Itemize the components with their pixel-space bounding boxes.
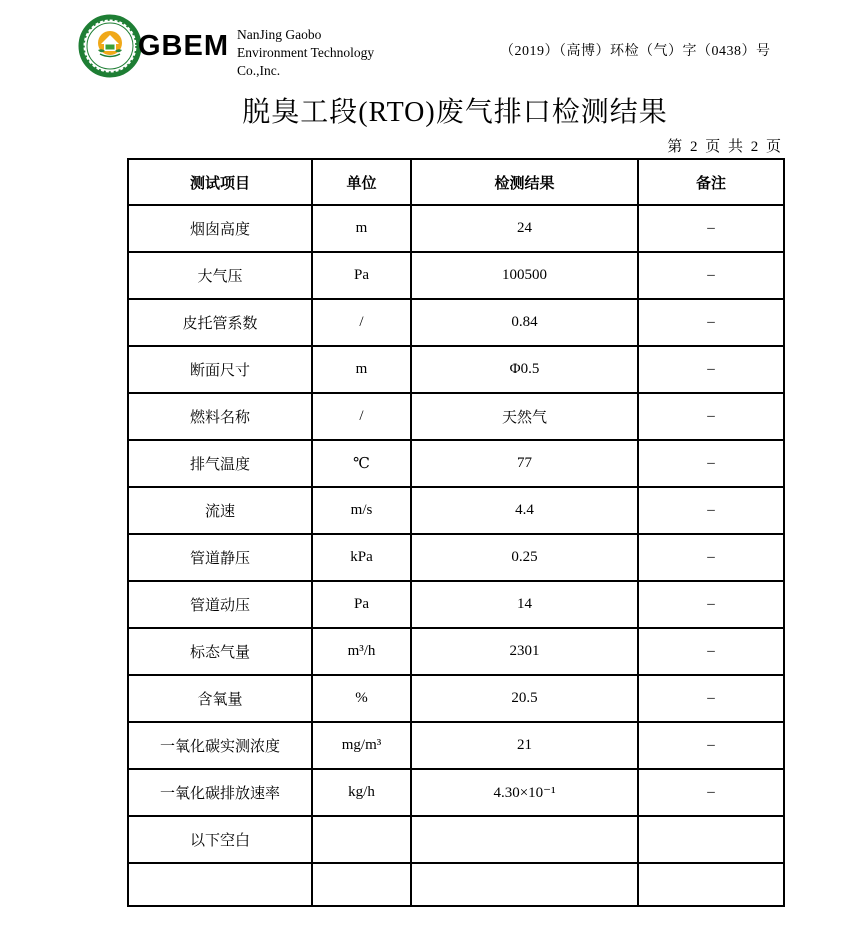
company-name-line: Co.,Inc. [237,62,281,78]
table-row [128,581,784,628]
cell-item: 管道静压 [128,534,312,581]
gbem-logo-icon [78,14,142,78]
cell-unit [312,816,411,863]
cell-result: 77 [411,440,638,487]
cell-item: 烟囱高度 [128,205,312,252]
results-table [127,158,785,907]
table-row [128,769,784,816]
cell-unit: m [312,205,411,252]
cell-remark: – [638,252,784,299]
brand-text: GBEM [138,30,229,62]
cell-remark: – [638,393,784,440]
cell-result: 4.4 [411,487,638,534]
cell-result: 14 [411,581,638,628]
cell-item: 大气压 [128,252,312,299]
table-header-row [128,159,784,205]
page-title: 脱臭工段(RTO)废气排口检测结果 [242,97,668,128]
cell-unit: / [312,393,411,440]
doc-number: （2019）（高博）环检（气）字（0438）号 [500,44,771,59]
cell-result: 2301 [411,628,638,675]
cell-remark [638,816,784,863]
cell-result: 4.30×10⁻¹ [411,769,638,816]
cell-result: 21 [411,722,638,769]
cell-result: 天然气 [411,393,638,440]
company-name-line: Environment Technology [237,44,375,60]
cell-item: 管道动压 [128,581,312,628]
cell-item: 皮托管系数 [128,299,312,346]
cell-result: 0.84 [411,299,638,346]
cell-result: 24 [411,205,638,252]
cell-item: 标态气量 [128,628,312,675]
table-row [128,722,784,769]
column-header: 单位 [312,159,411,205]
table-header [128,159,784,205]
cell-remark: – [638,346,784,393]
cell-item: 一氧化碳实测浓度 [128,722,312,769]
cell-remark: – [638,440,784,487]
cell-remark: – [638,675,784,722]
cell-item: 燃料名称 [128,393,312,440]
cell-unit: / [312,299,411,346]
cell-unit: kPa [312,534,411,581]
table-row [128,534,784,581]
cell-remark: – [638,628,784,675]
table-row [128,205,784,252]
cell-unit: % [312,675,411,722]
cell-result: 20.5 [411,675,638,722]
table-row [128,675,784,722]
table-row [128,252,784,299]
page-indicator: 第 2 页 共 2 页 [667,139,783,155]
cell-remark [638,863,784,906]
cell-item: 断面尺寸 [128,346,312,393]
cell-unit: m [312,346,411,393]
column-header: 测试项目 [128,159,312,205]
table-row [128,346,784,393]
cell-unit: Pa [312,581,411,628]
cell-remark: – [638,581,784,628]
company-name [237,26,374,79]
cell-unit: m³/h [312,628,411,675]
table-row [128,816,784,863]
cell-remark: – [638,769,784,816]
cell-remark: – [638,205,784,252]
cell-unit: mg/m³ [312,722,411,769]
cell-item: 以下空白 [128,816,312,863]
cell-unit: Pa [312,252,411,299]
cell-remark: – [638,299,784,346]
table-row [128,393,784,440]
cell-item: 排气温度 [128,440,312,487]
cell-result [411,863,638,906]
cell-unit: m/s [312,487,411,534]
cell-remark: – [638,487,784,534]
cell-result: Φ0.5 [411,346,638,393]
cell-item: 流速 [128,487,312,534]
table-body [128,205,784,906]
table-row [128,863,784,906]
cell-unit: ℃ [312,440,411,487]
cell-unit [312,863,411,906]
column-header: 备注 [638,159,784,205]
cell-remark: – [638,534,784,581]
cell-item: 含氧量 [128,675,312,722]
company-name-line: NanJing Gaobo [237,27,322,42]
cell-remark: – [638,722,784,769]
table-row [128,299,784,346]
cell-item [128,863,312,906]
table-row [128,487,784,534]
column-header: 检测结果 [411,159,638,205]
cell-result: 100500 [411,252,638,299]
cell-result: 0.25 [411,534,638,581]
cell-result [411,816,638,863]
cell-item: 一氧化碳排放速率 [128,769,312,816]
cell-unit: kg/h [312,769,411,816]
table-row [128,628,784,675]
table-row [128,440,784,487]
